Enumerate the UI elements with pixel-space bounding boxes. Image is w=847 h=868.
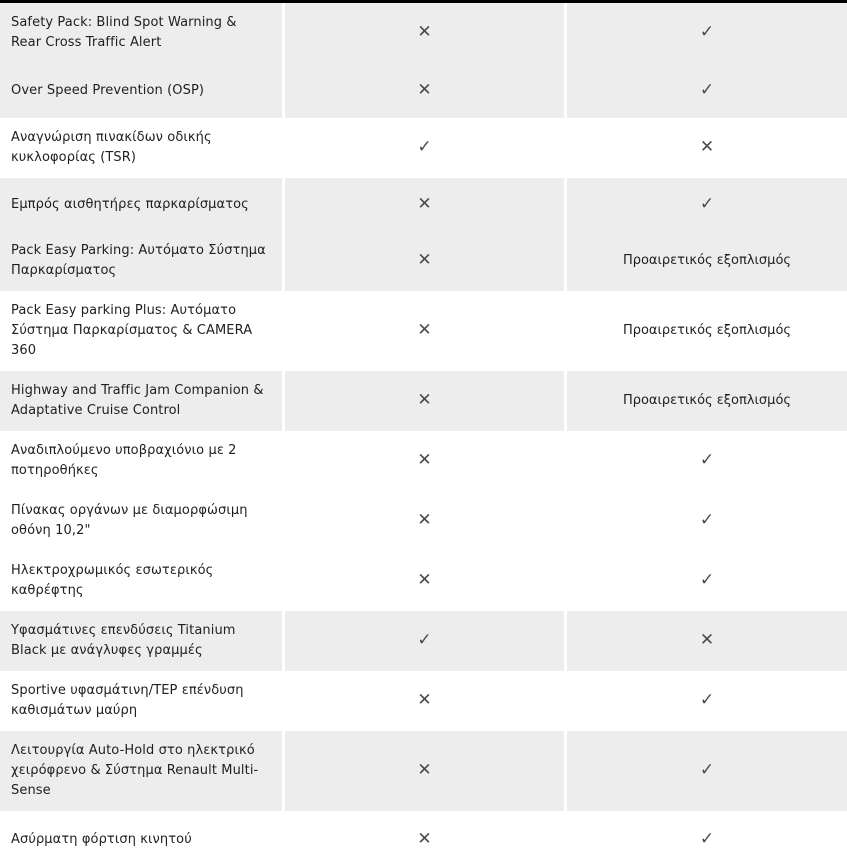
equipment-comparison-table: [0, 3, 847, 868]
table-row: [0, 611, 847, 671]
check-icon: ✓: [699, 450, 715, 470]
check-icon: ✓: [699, 510, 715, 530]
cross-icon: ✕: [417, 79, 432, 100]
feature-name: Sportive υφασμάτινη/TEP επένδυση καθισμάτων μαύρη: [0, 671, 282, 731]
cross-icon: ✕: [417, 390, 432, 410]
check-icon: ✓: [699, 22, 715, 42]
trim-1-value: [282, 63, 564, 118]
feature-name: Πίνακας οργάνων με διαμορφώσιμη οθόνη 10,2": [0, 491, 282, 551]
feature-name: Υφασμάτινες επενδύσεις Titanium Black με ανάγλυφες γραμμές: [0, 611, 282, 671]
check-icon: ✓: [699, 193, 715, 214]
trim-1-value: [282, 431, 564, 491]
feature-name: Λειτουργία Auto-Hold στο ηλεκτρικό χειρόφρενο & Σύστημα Renault Multi-Sense: [0, 731, 282, 811]
trim-1-value: [282, 551, 564, 611]
table-row: [0, 491, 847, 551]
optional-equipment-label: Προαιρετικός εξοπλισμός: [622, 253, 792, 268]
table-row: [0, 371, 847, 431]
check-icon: ✓: [417, 630, 432, 650]
trim-2-value: [564, 491, 847, 551]
optional-equipment-label: Προαιρετικός εξοπλισμός: [622, 323, 792, 338]
trim-1-value: [282, 611, 564, 671]
trim-1-value: [282, 291, 564, 371]
cross-icon: ✕: [417, 828, 432, 849]
trim-1-value: [282, 671, 564, 731]
table-row: [0, 731, 847, 811]
table-row: [0, 431, 847, 491]
feature-name: Pack Easy parking Plus: Αυτόματο Σύστημα Παρκαρίσματος & CAMERA 360: [0, 291, 282, 371]
table-row: [0, 671, 847, 731]
table-row: [0, 811, 847, 868]
table-row: [0, 291, 847, 371]
feature-name: Ηλεκτροχρωμικός εσωτερικός καθρέφτης: [0, 551, 282, 611]
cross-icon: ✕: [417, 22, 432, 42]
trim-1-value: [282, 731, 564, 811]
feature-name: Αναδιπλούμενο υποβραχιόνιο με 2 ποτηροθήκες: [0, 431, 282, 491]
optional-equipment-label: Προαιρετικός εξοπλισμός: [622, 393, 792, 408]
table-body: [0, 3, 847, 868]
check-icon: ✓: [699, 79, 715, 100]
trim-2-value: [564, 811, 847, 868]
trim-1-value: [282, 811, 564, 868]
trim-1-value: [282, 231, 564, 291]
trim-2-value: [564, 63, 847, 118]
table-row: [0, 118, 847, 178]
trim-2-value: [564, 731, 847, 811]
trim-1-value: [282, 178, 564, 231]
cross-icon: ✕: [417, 193, 432, 214]
table-row: [0, 3, 847, 63]
trim-2-value: [564, 118, 847, 178]
cross-icon: ✕: [417, 450, 432, 470]
check-icon: ✓: [417, 137, 432, 157]
feature-name: Ασύρματη φόρτιση κινητού: [0, 811, 282, 868]
trim-2-value: [564, 431, 847, 491]
cross-icon: ✕: [417, 250, 432, 270]
check-icon: ✓: [699, 760, 715, 780]
feature-name: Over Speed Prevention (OSP): [0, 63, 282, 118]
feature-name: Εμπρός αισθητήρες παρκαρίσματος: [0, 178, 282, 231]
table-row: [0, 551, 847, 611]
feature-name: Safety Pack: Blind Spot Warning & Rear Cross Traffic Alert: [0, 3, 282, 63]
cross-icon: ✕: [417, 690, 432, 710]
cross-icon: ✕: [417, 320, 432, 340]
trim-2-value: [564, 551, 847, 611]
feature-name: Highway and Traffic Jam Companion & Adaptative Cruise Control: [0, 371, 282, 431]
trim-2-value: [564, 178, 847, 231]
trim-2-value: [564, 611, 847, 671]
cross-icon: ✕: [699, 630, 715, 650]
cross-icon: ✕: [417, 760, 432, 780]
table-row: [0, 63, 847, 118]
trim-2-value: [564, 671, 847, 731]
feature-name: Αναγνώριση πινακίδων οδικής κυκλοφορίας (TSR): [0, 118, 282, 178]
check-icon: ✓: [699, 570, 715, 590]
trim-1-value: [282, 491, 564, 551]
check-icon: ✓: [699, 690, 715, 710]
table-row: [0, 231, 847, 291]
trim-1-value: [282, 118, 564, 178]
check-icon: ✓: [699, 828, 715, 849]
trim-2-value: [564, 291, 847, 371]
trim-1-value: [282, 3, 564, 63]
trim-1-value: [282, 371, 564, 431]
table-row: [0, 178, 847, 231]
trim-2-value: [564, 371, 847, 431]
cross-icon: ✕: [417, 510, 432, 530]
trim-2-value: [564, 231, 847, 291]
trim-2-value: [564, 3, 847, 63]
feature-name: Pack Easy Parking: Αυτόματο Σύστημα Παρκαρίσματος: [0, 231, 282, 291]
cross-icon: ✕: [417, 570, 432, 590]
cross-icon: ✕: [699, 137, 715, 157]
